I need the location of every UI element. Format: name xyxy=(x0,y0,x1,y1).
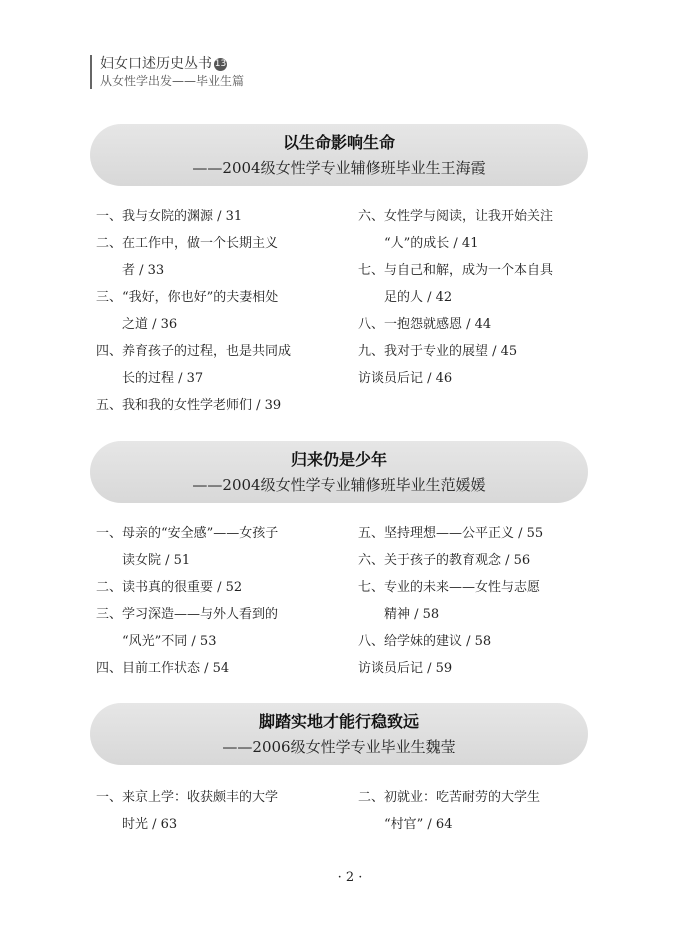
toc-line: 二、初就业：吃苦耐劳的大学生 xyxy=(358,790,541,805)
toc-entry[interactable] xyxy=(358,547,608,574)
toc-entry[interactable] xyxy=(358,784,608,838)
toc-line: 三、“我好，你也好”的夫妻相处 xyxy=(96,290,279,305)
chapter-subtitle: ——2004级女性学专业辅修班毕业生范媛媛 xyxy=(192,476,486,494)
page-number: · 2 · xyxy=(337,870,363,885)
toc-line-continued: “风光”不同 / 53 xyxy=(122,634,217,649)
toc-line: 一、我与女院的渊源 / 31 xyxy=(96,209,243,224)
toc-line: 二、读书真的很重要 / 52 xyxy=(96,580,243,595)
toc-entry[interactable] xyxy=(358,520,608,547)
toc-entry[interactable] xyxy=(96,230,346,284)
toc-entry[interactable] xyxy=(358,365,608,392)
toc-line-continued: 长的过程 / 37 xyxy=(122,371,204,386)
toc-line-continued: 时光 / 63 xyxy=(122,817,178,832)
toc-line: 八、一抱怨就感恩 / 44 xyxy=(358,317,492,332)
toc-line: 七、专业的未来——女性与志愿 xyxy=(358,580,541,595)
toc-left-column xyxy=(96,784,346,838)
running-header xyxy=(90,55,244,89)
toc-line-continued: 者 / 33 xyxy=(122,263,165,278)
toc-left-column xyxy=(96,203,346,419)
toc-line: 八、给学妹的建议 / 58 xyxy=(358,634,492,649)
toc-line: 六、关于孩子的教育观念 / 56 xyxy=(358,553,531,568)
toc-line: 访谈员后记 / 46 xyxy=(358,371,453,386)
toc-entry[interactable] xyxy=(96,574,346,601)
toc-line: 三、学习深造——与外人看到的 xyxy=(96,607,279,622)
toc-entry[interactable] xyxy=(358,574,608,628)
chapter-banner-3 xyxy=(90,703,588,765)
toc-entry[interactable] xyxy=(96,520,346,574)
toc-line: 九、我对于专业的展望 / 45 xyxy=(358,344,518,359)
toc-right-column xyxy=(358,784,608,838)
series-title xyxy=(100,55,244,73)
toc-line: 一、母亲的“安全感”——女孩子 xyxy=(96,526,279,541)
toc-line: 四、目前工作状态 / 54 xyxy=(96,661,230,676)
toc-left-column xyxy=(96,520,346,682)
toc-line: 访谈员后记 / 59 xyxy=(358,661,453,676)
book-subtitle: 从女性学出发——毕业生篇 xyxy=(100,74,245,88)
toc-entry[interactable] xyxy=(358,311,608,338)
toc-entry[interactable] xyxy=(96,784,346,838)
toc-line: 二、在工作中，做一个长期主义 xyxy=(96,236,279,251)
toc-entry[interactable] xyxy=(96,284,346,338)
chapter-title: 脚踏实地才能行稳致远 xyxy=(258,712,419,731)
toc-line: 五、坚持理想——公平正义 / 55 xyxy=(358,526,544,541)
toc-line-continued: 精神 / 58 xyxy=(384,607,440,622)
toc-right-column xyxy=(358,203,608,392)
toc-entry[interactable] xyxy=(358,655,608,682)
toc-entry[interactable] xyxy=(96,203,346,230)
toc-line: 五、我和我的女性学老师们 / 39 xyxy=(96,398,282,413)
toc-entry[interactable] xyxy=(96,601,346,655)
toc-right-column xyxy=(358,520,608,682)
toc-entry[interactable] xyxy=(358,257,608,311)
toc-line-continued: “人”的成长 / 41 xyxy=(384,236,479,251)
toc-entry[interactable] xyxy=(358,628,608,655)
chapter-banner-1 xyxy=(90,124,588,186)
toc-line-continued: “村官” / 64 xyxy=(384,817,453,832)
chapter-subtitle: ——2006级女性学专业毕业生魏莹 xyxy=(222,738,456,756)
chapter-title: 以生命影响生命 xyxy=(282,133,395,152)
toc-line: 一、来京上学：收获颇丰的大学 xyxy=(96,790,279,805)
toc-entry[interactable] xyxy=(358,203,608,257)
toc-line-continued: 读女院 / 51 xyxy=(122,553,191,568)
toc-line: 七、与自己和解，成为一个本自具 xyxy=(358,263,554,278)
toc-entry[interactable] xyxy=(96,655,346,682)
toc-line: 六、女性学与阅读，让我开始关注 xyxy=(358,209,554,224)
chapter-title: 归来仍是少年 xyxy=(290,450,387,469)
chapter-banner-2 xyxy=(90,441,588,503)
toc-entry[interactable] xyxy=(96,338,346,392)
toc-line-continued: 之道 / 36 xyxy=(122,317,178,332)
volume-badge: 13 xyxy=(214,58,227,69)
toc-line-continued: 足的人 / 42 xyxy=(384,290,453,305)
series-title-text: 妇女口述历史丛书 xyxy=(100,56,212,72)
chapter-subtitle: ——2004级女性学专业辅修班毕业生王海霞 xyxy=(192,159,486,177)
toc-entry[interactable] xyxy=(96,392,346,419)
toc-line: 四、养育孩子的过程，也是共同成 xyxy=(96,344,292,359)
toc-entry[interactable] xyxy=(358,338,608,365)
